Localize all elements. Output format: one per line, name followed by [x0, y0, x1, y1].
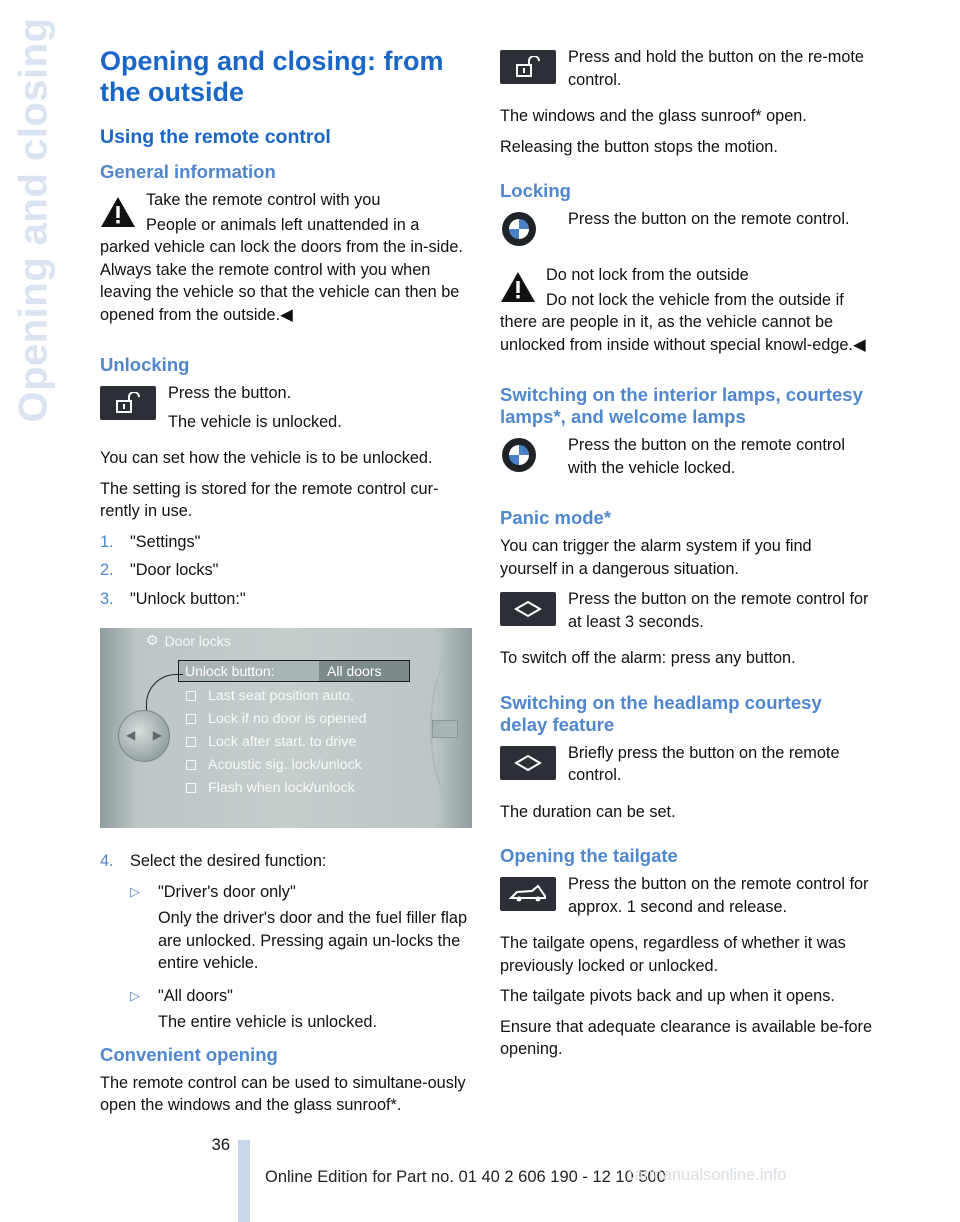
unlock-line-2: The vehicle is unlocked.	[168, 412, 342, 431]
unlocking-heading: Unlocking	[100, 354, 190, 375]
menu-option: Lock if no door is opened	[186, 707, 367, 730]
screen-side-button	[432, 720, 458, 738]
checkbox-icon	[186, 737, 196, 747]
unlock-instruction	[100, 382, 472, 441]
warning-text: Do not lock the vehicle from the outside if there are people in it, as the vehicle cannot be unlocked from inside without special knowl-edge.◀	[500, 290, 866, 354]
screen-menu	[186, 684, 367, 799]
panic-intro-text: You can trigger the alarm system if you find yourself in a dangerous situation.	[500, 537, 812, 578]
panic-instruction	[500, 588, 872, 641]
page-number: 36	[211, 1136, 230, 1154]
menu-option: Lock after start. to drive	[186, 730, 367, 753]
tailgate-text-2: The tailgate pivots back and up when it opens.	[500, 987, 835, 1005]
lock-button-roundel-icon	[500, 212, 556, 246]
unlock-para-2: The setting is stored for the remote control cur-rently in use.	[100, 479, 439, 520]
lamps-instruction	[500, 434, 872, 487]
locking-heading: Locking	[500, 180, 571, 201]
tailgate-instruction	[500, 873, 872, 926]
convenient-opening-text: The remote control can be used to simultane-ously open the windows and the glass sunroof*.	[100, 1073, 466, 1114]
tailgate-heading: Opening the tailgate	[500, 845, 678, 866]
option-all-doors: ▷ "All doors" The entire vehicle is unlocked.	[130, 986, 378, 1031]
page-title: Opening and closing: from the outside	[100, 46, 444, 107]
headlamp-instruction	[500, 742, 872, 795]
door-locks-screenshot	[100, 628, 472, 828]
menu-option: Last seat position auto.	[186, 684, 367, 707]
tailgate-text-3: Ensure that adequate clearance is available be-fore opening.	[500, 1017, 872, 1058]
footer-bar	[238, 1140, 250, 1222]
option-driver-door: ▷ "Driver's door only" Only the driver's door and the fuel filler flap are unlocked. Pressing again un-locks the entire vehicle.	[130, 882, 467, 972]
unlock-line-1: Press the button.	[168, 384, 292, 402]
chapter-side-tab	[4, 17, 64, 423]
gear-icon: ⚙	[146, 632, 159, 648]
step-item: 2. "Door locks"	[100, 561, 219, 579]
warning-take-remote	[100, 189, 472, 334]
tailgate-press-text: Press the button on the remote control for approx. 1 second and release.	[568, 875, 869, 916]
remote-control-heading: Using the remote control	[100, 126, 331, 148]
release-text: Releasing the button stops the motion.	[500, 137, 778, 156]
tailgate-text-1: The tailgate opens, regardless of whether it was previously locked or unlocked.	[500, 934, 846, 975]
panic-mode-heading: Panic mode*	[500, 507, 612, 528]
lock-button-roundel-icon	[500, 438, 556, 472]
controller-knob-icon: ◀ ▶	[118, 710, 170, 762]
chapter-side-tab-label: Opening and closing	[11, 17, 56, 423]
step-item: 4. Select the desired function: ▷ "Driver's door only" Only the driver's door and the fuel filler flap are unlocked. Pressing again un-locks the entire vehicle. ▷ "All doors" The entire vehicle is unlocked.	[100, 850, 472, 1034]
watermark: carmanualsonline.info	[626, 1166, 787, 1184]
warning-do-not-lock	[500, 264, 872, 364]
general-information-heading: General information	[100, 161, 276, 182]
checkbox-icon	[186, 714, 196, 724]
alarm-off-text: To switch off the alarm: press any button.	[500, 649, 796, 667]
headlamp-heading: Switching on the headlamp courtesy delay feature	[500, 691, 822, 735]
menu-option: Acoustic sig. lock/unlock	[186, 753, 367, 776]
headlamp-press-text: Briefly press the button on the remote control.	[568, 743, 840, 784]
locking-press-text: Press the button on the remote control.	[568, 210, 850, 228]
checkbox-icon	[186, 760, 196, 770]
unlock-button-icon	[100, 386, 156, 420]
warning-icon	[500, 270, 536, 304]
warning-title: Do not lock from the outside	[546, 266, 749, 284]
screen-title: ⚙ Door locks	[146, 632, 231, 649]
unlock-step-4	[100, 850, 472, 1034]
press-hold-text: Press and hold the button on the re-mote control.	[568, 48, 864, 89]
step-item: 3. "Unlock button:"	[100, 589, 246, 608]
warning-icon	[100, 195, 136, 229]
headlamp-button-icon	[500, 746, 556, 780]
checkbox-icon	[186, 691, 196, 701]
menu-option: Flash when lock/unlock	[186, 776, 367, 799]
unlock-para-1: You can set how the vehicle is to be unlocked.	[100, 449, 433, 467]
interior-lamps-heading: Switching on the interior lamps, courtesy lamps*, and welcome lamps	[500, 384, 863, 427]
panic-button-icon	[500, 592, 556, 626]
panic-press-text: Press the button on the remote control for at least 3 seconds.	[568, 590, 869, 631]
unlock-button-setting: Unlock button: All doors	[178, 660, 410, 682]
edition-text: Online Edition for Part no. 01 40 2 606 190 - 12 10 500	[265, 1168, 666, 1186]
convenient-opening-heading: Convenient opening	[100, 1043, 278, 1065]
left-column	[100, 46, 472, 1125]
duration-text: The duration can be set.	[500, 802, 676, 821]
step-item: 1. "Settings"	[100, 532, 201, 551]
unlock-steps	[100, 531, 472, 611]
tailgate-button-icon	[500, 877, 556, 911]
unlock-button-icon	[500, 50, 556, 84]
checkbox-icon	[186, 783, 196, 793]
windows-open-text: The windows and the glass sunroof* open.	[500, 107, 807, 125]
convenient-press-hold	[500, 46, 872, 99]
warning-text: People or animals left unattended in a parked vehicle can lock the doors from the in-side. Always take the remote control with you when leaving the vehicle so that the vehicle can then be opened from the outside.◀	[100, 215, 463, 324]
warning-title: Take the remote control with you	[146, 191, 381, 209]
locking-instruction	[500, 208, 872, 250]
lamps-text: Press the button on the remote control with the vehicle locked.	[568, 436, 845, 477]
right-column	[500, 46, 872, 1069]
